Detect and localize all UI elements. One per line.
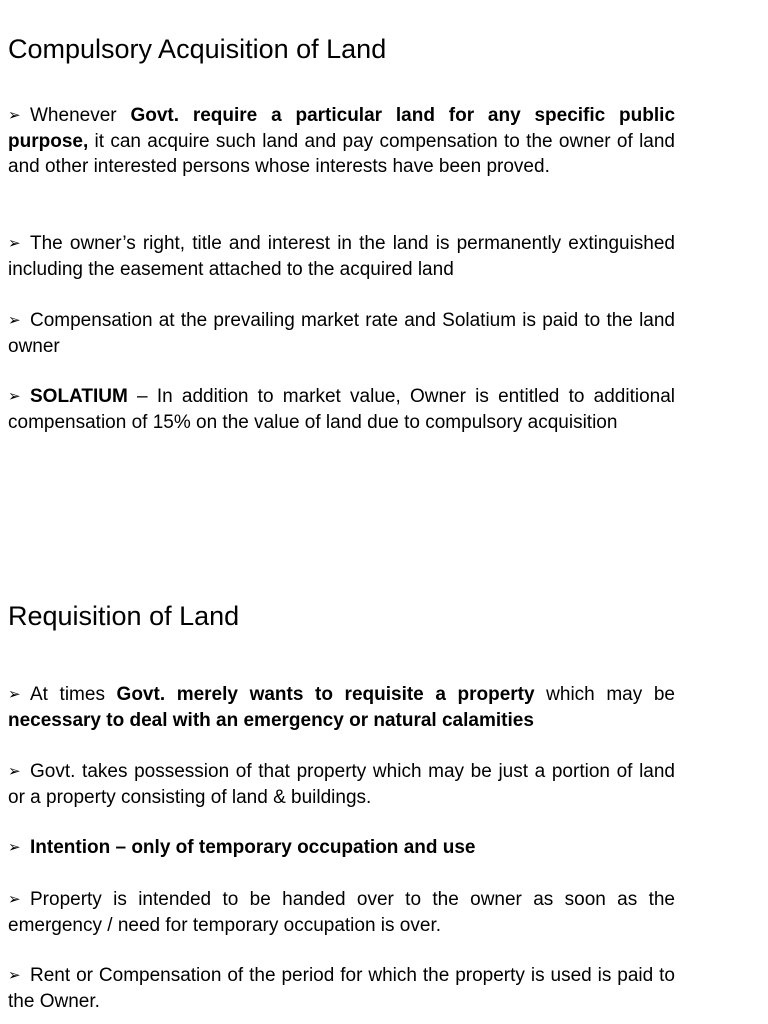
- arrowhead-bullet-icon: ➢: [8, 838, 21, 856]
- bullet-paragraph: [8, 682, 675, 733]
- arrowhead-bullet-icon: ➢: [8, 106, 21, 124]
- bullet-text: which may be: [534, 684, 675, 705]
- bullet-text: it can acquire such land and pay compensation to the owner of land and other interested persons whose interests have been proved.: [8, 130, 675, 178]
- bullet-paragraph: [8, 308, 675, 359]
- bullet-paragraph: [8, 835, 675, 861]
- bullet-text-bold: SOLATIUM: [30, 386, 128, 407]
- bullet-paragraph: [8, 231, 675, 282]
- arrowhead-bullet-icon: ➢: [8, 966, 21, 984]
- section-title-requisition: Requisition of Land: [8, 601, 240, 631]
- bullet-text: The owner’s right, title and interest in the land is permanently extinguished including the easement attached to the acquired land: [8, 233, 675, 280]
- bullet-paragraph: [8, 384, 675, 435]
- bullet-text: Rent or Compensation of the period for which the property is used is paid to the Owner.: [8, 965, 675, 1012]
- bullet-text: Compensation at the prevailing market rate and Solatium is paid to the land owner: [8, 310, 675, 357]
- arrowhead-bullet-icon: ➢: [8, 685, 21, 703]
- bullet-text-bold: Intention – only of temporary occupation and use: [30, 837, 476, 858]
- bullet-text-bold: Govt. require a particular land for any specific public purpose,: [8, 105, 676, 152]
- bullet-text-bold: Govt. merely wants to requisite a property: [116, 684, 535, 705]
- arrowhead-bullet-icon: ➢: [8, 311, 21, 329]
- arrowhead-bullet-icon: ➢: [8, 387, 21, 405]
- bullet-text: Whenever: [30, 105, 131, 126]
- bullet-text: – In addition to market value, Owner is entitled to additional compensation of 15% on the value of land due to compulsory acquisition: [8, 386, 675, 433]
- bullet-paragraph: [8, 103, 675, 180]
- bullet-text-bold: necessary to deal with an emergency or natural calamities: [8, 709, 534, 731]
- section-title-compulsory-acquisition: Compulsory Acquisition of Land: [8, 34, 387, 64]
- bullet-text: Property is intended to be handed over to the owner as soon as the emergency / need for temporary occupation is over.: [8, 889, 675, 936]
- bullet-text: Govt. takes possession of that property which may be just a portion of land or a property consisting of land & buildings.: [8, 761, 675, 808]
- arrowhead-bullet-icon: ➢: [8, 234, 21, 252]
- bullet-text: At times: [30, 684, 117, 705]
- bullet-paragraph: [8, 963, 675, 1014]
- arrowhead-bullet-icon: ➢: [8, 762, 21, 780]
- arrowhead-bullet-icon: ➢: [8, 890, 21, 908]
- bullet-paragraph: [8, 887, 675, 938]
- bullet-paragraph: [8, 759, 675, 810]
